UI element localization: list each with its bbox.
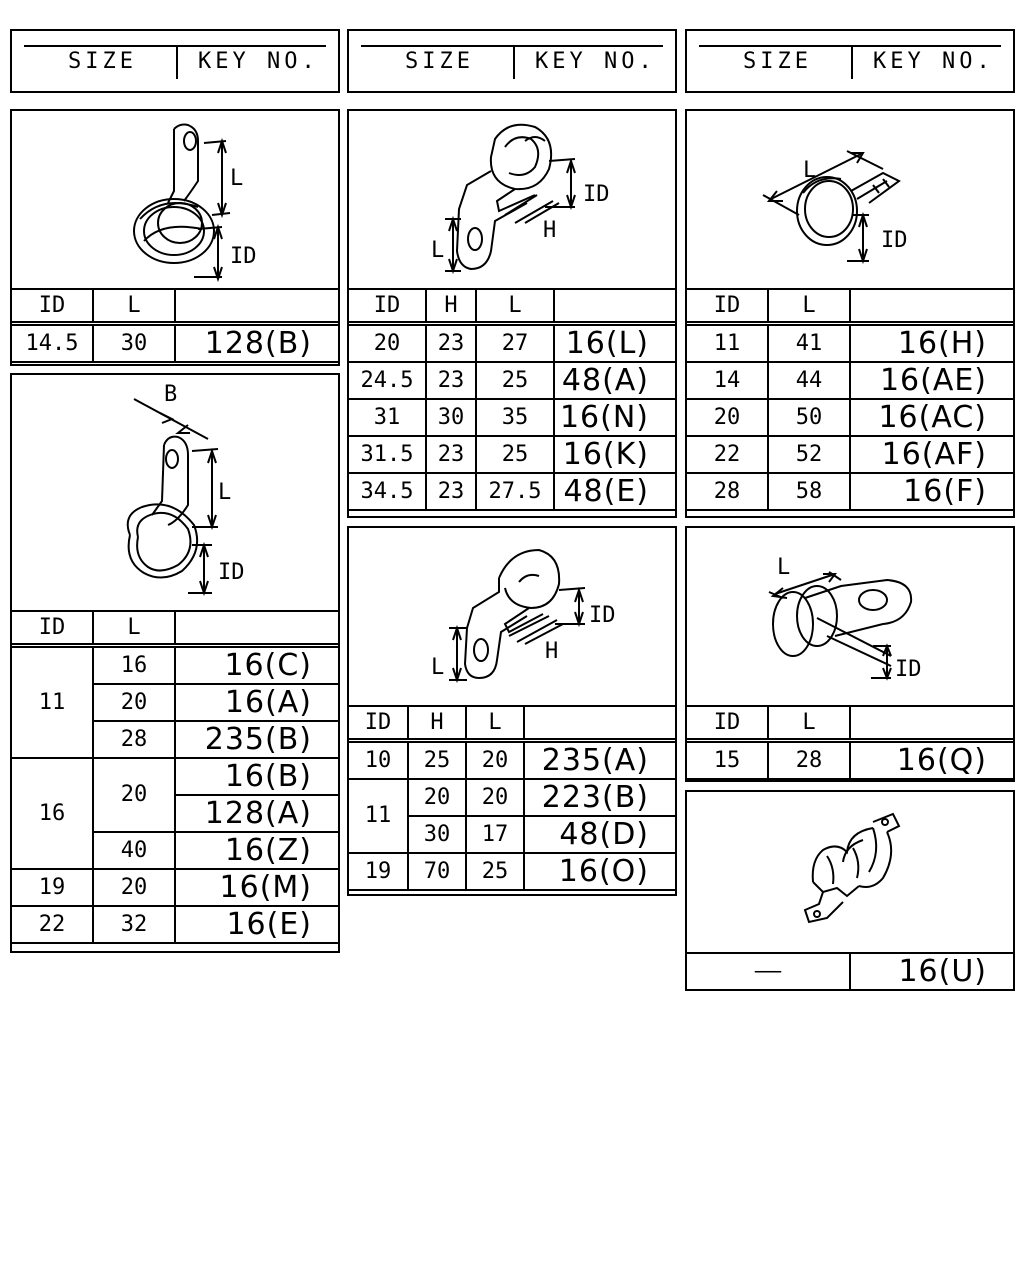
size-cell: 22	[11, 906, 93, 943]
size-cell: 20	[408, 779, 466, 816]
dim-label-l: L	[218, 480, 232, 505]
header-size: SIZE	[68, 49, 137, 74]
table-row	[686, 323, 1014, 362]
table-row	[348, 473, 676, 510]
size-cell: 27.5	[476, 473, 554, 510]
panel-cushion-clamp	[685, 526, 1015, 782]
table-row	[686, 399, 1014, 436]
dim-label-l: L	[431, 655, 445, 680]
col-id: ID	[11, 611, 93, 645]
col-id: ID	[348, 289, 426, 323]
col-l: L	[93, 611, 175, 645]
header-col-2	[347, 29, 677, 93]
key-no-cell: 223(B)	[524, 779, 676, 816]
size-cell: 40	[93, 832, 175, 869]
size-cell: 31	[348, 399, 426, 436]
size-cell: 19	[11, 869, 93, 906]
key-no-cell: 16(E)	[175, 906, 339, 943]
table-row	[11, 869, 339, 906]
size-cell: ——	[686, 953, 850, 990]
spec-table	[347, 705, 677, 891]
col-l: L	[768, 289, 850, 323]
spec-table	[10, 610, 340, 944]
col-id: ID	[686, 706, 768, 740]
key-no-cell: 16(Q)	[850, 740, 1014, 779]
size-cell: 23	[426, 362, 476, 399]
header-col-1	[10, 29, 340, 93]
table-row	[11, 645, 339, 684]
size-cell: 50	[768, 399, 850, 436]
size-cell: 35	[476, 399, 554, 436]
size-cell: 20	[93, 758, 175, 832]
key-no-cell: 16(B)	[175, 758, 339, 795]
col-key	[175, 289, 339, 323]
col-key	[554, 289, 676, 323]
key-no-cell: 16(O)	[524, 853, 676, 890]
key-cell: 16(U)	[850, 953, 1014, 990]
clamp-spiral-drawing	[12, 111, 338, 291]
col-id: ID	[348, 706, 408, 740]
header-size: SIZE	[743, 49, 812, 74]
size-cell: 25	[476, 436, 554, 473]
key-no-cell: 16(N)	[554, 399, 676, 436]
key-no-cell: 16(F)	[850, 473, 1014, 510]
header-key: KEY NO.	[198, 49, 319, 74]
size-cell: 24.5	[348, 362, 426, 399]
dim-label-id: ID	[881, 228, 908, 253]
double-clamp-drawing	[687, 792, 1013, 952]
size-cell: 32	[93, 906, 175, 943]
key-no-cell: 48(D)	[524, 816, 676, 853]
table-row	[348, 779, 676, 816]
size-cell: 20	[348, 323, 426, 362]
col-key	[524, 706, 676, 740]
size-cell: 20	[466, 779, 524, 816]
size-cell: 20	[93, 869, 175, 906]
header-key: KEY NO.	[535, 49, 656, 74]
size-cell: 23	[426, 473, 476, 510]
dim-label-b: B	[164, 382, 178, 407]
band-clamp-drawing	[687, 111, 1013, 291]
panel-band-clamp	[685, 109, 1015, 518]
key-no-cell: 16(L)	[554, 323, 676, 362]
table-row	[686, 740, 1014, 779]
size-cell: 44	[768, 362, 850, 399]
size-cell: 20	[466, 740, 524, 779]
panel-clamp-spiral	[10, 109, 340, 366]
table-row	[348, 853, 676, 890]
spec-table	[685, 705, 1015, 780]
size-cell: 30	[93, 323, 175, 362]
header-col-3	[685, 29, 1015, 93]
table-row	[686, 953, 1014, 990]
panel-clamp-loop	[10, 373, 340, 953]
dim-label-id: ID	[589, 603, 616, 628]
size-cell: 25	[466, 853, 524, 890]
size-cell: 41	[768, 323, 850, 362]
spec-table	[685, 288, 1015, 511]
size-cell: 52	[768, 436, 850, 473]
size-cell: 30	[426, 399, 476, 436]
col-h: H	[408, 706, 466, 740]
size-cell: 15	[686, 740, 768, 779]
col-h: H	[426, 289, 476, 323]
key-no-cell: 16(AC)	[850, 399, 1014, 436]
dim-label-h: H	[543, 218, 557, 243]
size-cell: 25	[476, 362, 554, 399]
table-row	[11, 323, 339, 362]
key-no-cell: 235(A)	[524, 740, 676, 779]
col-l: L	[476, 289, 554, 323]
dim-label-l: L	[431, 238, 445, 263]
size-cell: 10	[348, 740, 408, 779]
table-row	[11, 906, 339, 943]
size-cell: 23	[426, 323, 476, 362]
size-cell: 34.5	[348, 473, 426, 510]
table-row	[686, 436, 1014, 473]
size-cell: 25	[408, 740, 466, 779]
spec-table	[10, 288, 340, 363]
key-no-cell: 128(A)	[175, 795, 339, 832]
col-l: L	[93, 289, 175, 323]
size-cell: 11	[348, 779, 408, 853]
panel-clamp-offset	[347, 526, 677, 896]
dim-label-h: H	[545, 639, 559, 664]
panel-clamp-offset-spiral	[347, 109, 677, 518]
key-no-cell: 235(B)	[175, 721, 339, 758]
dim-label-id: ID	[230, 244, 257, 269]
size-cell: 28	[93, 721, 175, 758]
cushion-clamp-drawing	[687, 528, 1013, 708]
table-row	[348, 740, 676, 779]
size-cell: 19	[348, 853, 408, 890]
col-id: ID	[686, 289, 768, 323]
size-cell: 11	[686, 323, 768, 362]
dim-label-id: ID	[583, 182, 610, 207]
dim-label-id: ID	[218, 560, 245, 585]
size-cell: 20	[686, 399, 768, 436]
spec-table	[685, 952, 1015, 991]
size-cell: 28	[686, 473, 768, 510]
dim-label-l: L	[777, 555, 791, 580]
size-cell: 14.5	[11, 323, 93, 362]
col-l: L	[768, 706, 850, 740]
size-cell: 16	[93, 645, 175, 684]
size-cell: 23	[426, 436, 476, 473]
dim-label-l: L	[230, 166, 244, 191]
key-no-cell: 16(K)	[554, 436, 676, 473]
size-cell: 17	[466, 816, 524, 853]
col-key	[175, 611, 339, 645]
table-row	[686, 362, 1014, 399]
table-row	[348, 436, 676, 473]
panel-double-clamp	[685, 790, 1015, 991]
key-no-cell: 16(AE)	[850, 362, 1014, 399]
size-cell: 14	[686, 362, 768, 399]
size-cell: 16	[11, 758, 93, 869]
clamp-loop-drawing	[12, 375, 338, 610]
table-row	[11, 758, 339, 795]
key-no-cell: 128(B)	[175, 323, 339, 362]
table-row	[348, 323, 676, 362]
table-row	[348, 362, 676, 399]
table-row	[686, 473, 1014, 510]
key-no-cell: 16(AF)	[850, 436, 1014, 473]
spec-table	[347, 288, 677, 511]
size-cell: 11	[11, 645, 93, 758]
size-cell: 30	[408, 816, 466, 853]
clamp-offset-spiral-drawing	[349, 111, 675, 291]
key-no-cell: 16(Z)	[175, 832, 339, 869]
size-cell: 70	[408, 853, 466, 890]
clamp-offset-drawing	[349, 528, 675, 708]
col-key	[850, 706, 1014, 740]
size-cell: 27	[476, 323, 554, 362]
key-no-cell: 16(A)	[175, 684, 339, 721]
key-no-cell: 16(M)	[175, 869, 339, 906]
size-cell: 28	[768, 740, 850, 779]
col-id: ID	[11, 289, 93, 323]
dim-label-id: ID	[895, 657, 922, 682]
header-size: SIZE	[405, 49, 474, 74]
size-cell: 31.5	[348, 436, 426, 473]
key-no-cell: 16(C)	[175, 645, 339, 684]
table-row	[348, 399, 676, 436]
dim-label-l: L	[803, 158, 817, 183]
header-key: KEY NO.	[873, 49, 994, 74]
col-key	[850, 289, 1014, 323]
size-cell: 20	[93, 684, 175, 721]
key-no-cell: 16(H)	[850, 323, 1014, 362]
size-cell: 22	[686, 436, 768, 473]
key-no-cell: 48(E)	[554, 473, 676, 510]
col-l: L	[466, 706, 524, 740]
key-no-cell: 48(A)	[554, 362, 676, 399]
size-cell: 58	[768, 473, 850, 510]
